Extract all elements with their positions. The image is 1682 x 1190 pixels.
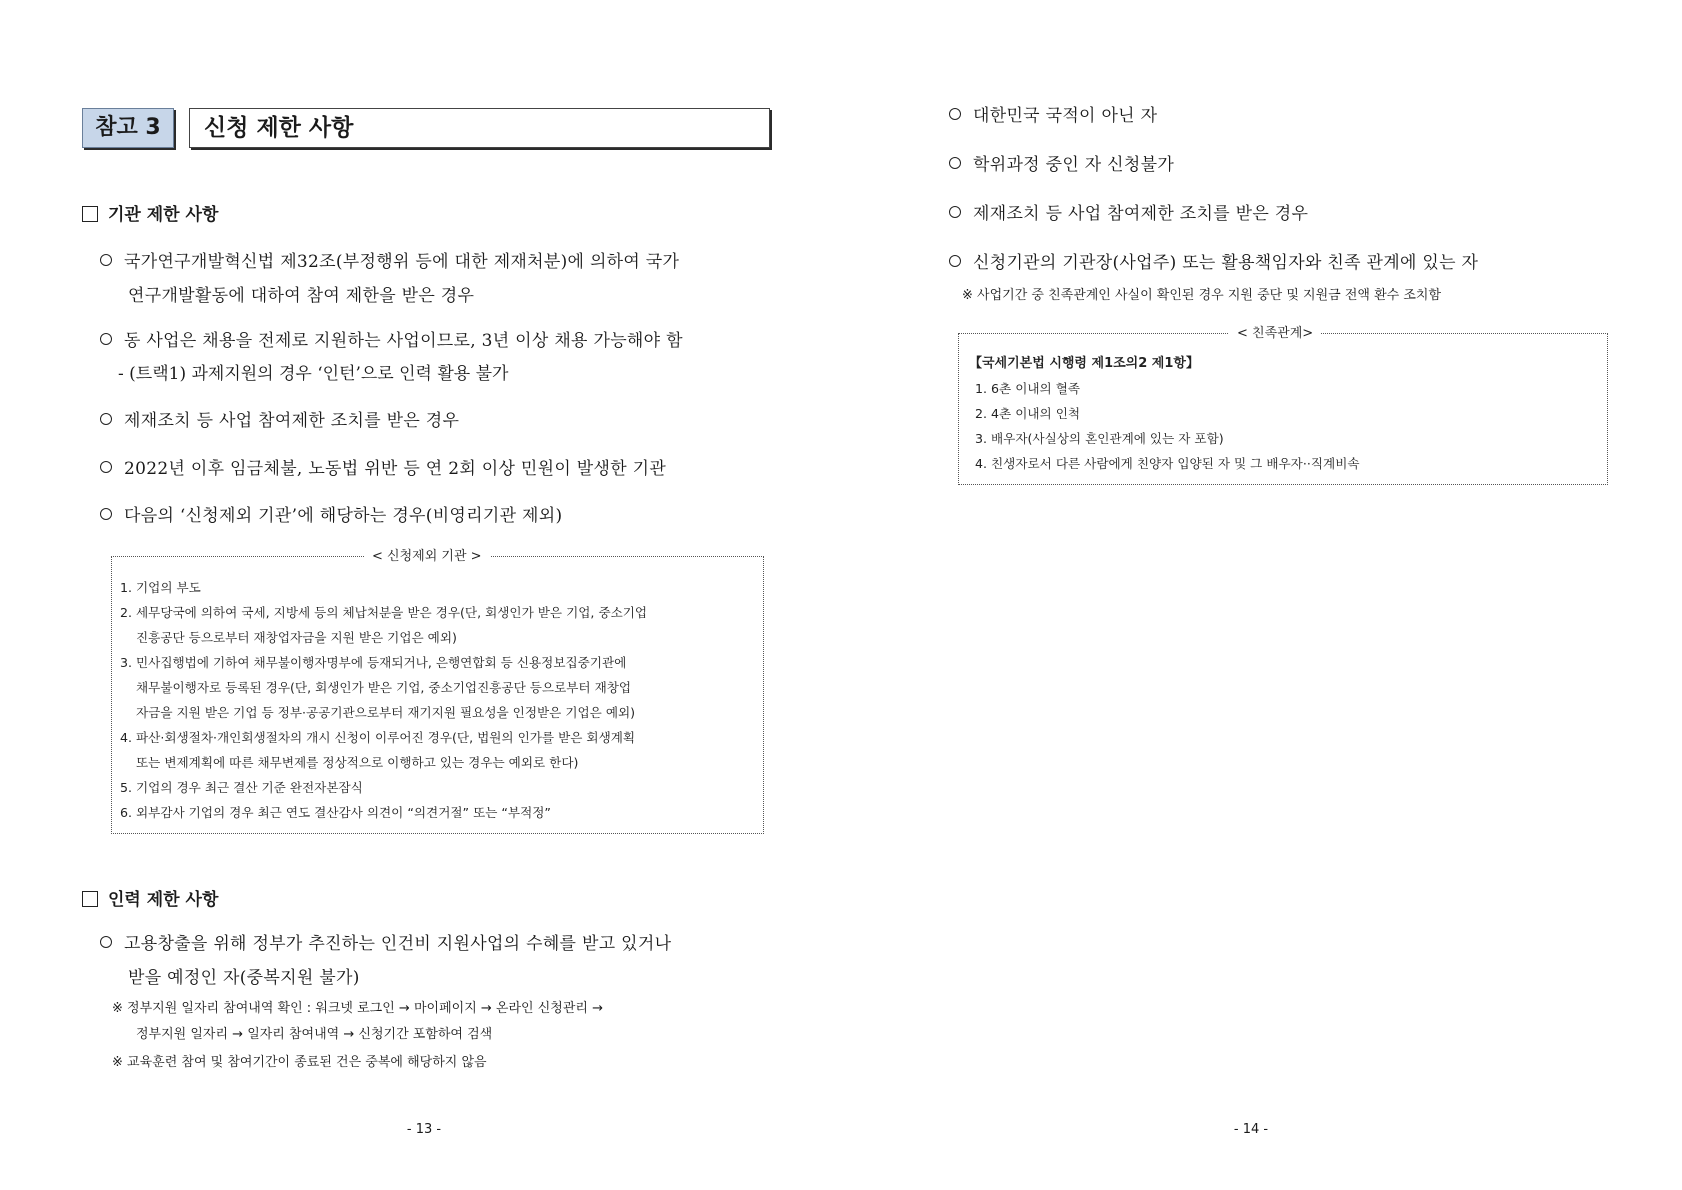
excluded-item xyxy=(120,650,647,725)
list-item-text: 신청기관의 기관장(사업주) 또는 활용책임자와 친족 관계에 있는 자 xyxy=(973,253,1479,273)
kinship-box xyxy=(958,326,1608,485)
circle-bullet-icon xyxy=(949,108,961,120)
note-text: ※ 교육훈련 참여 및 참여기간이 종료된 건은 중복에 해당하지 않음 xyxy=(112,1055,487,1070)
list-item-text: 대한민국 국적이 아닌 자 xyxy=(973,106,1158,126)
circle-bullet-icon xyxy=(100,508,112,520)
list-item xyxy=(949,197,1629,231)
excluded-item-text: 5. 기업의 경우 최근 결산 기준 완전자본잠식 xyxy=(120,780,363,795)
page-14 xyxy=(841,0,1682,1190)
reference-note xyxy=(112,1050,487,1076)
list-item-text: 학위과정 중인 자 신청불가 xyxy=(973,155,1175,175)
list-item xyxy=(100,404,780,438)
circle-bullet-icon xyxy=(949,206,961,218)
reference-note xyxy=(112,996,603,1048)
circle-bullet-icon xyxy=(100,936,112,948)
list-item-text: 제재조치 등 사업 참여제한 조치를 받은 경우 xyxy=(124,411,460,431)
excluded-item-text: 또는 변제계획에 따른 채무변제를 정상적으로 이행하고 있는 경우는 예외로 한다) xyxy=(136,755,579,770)
box-title: < 친족관계> xyxy=(1229,324,1321,344)
list-item xyxy=(949,148,1629,182)
reference-note: ※ 사업기간 중 친족관계인 사실이 확인된 경우 지원 중단 및 지원금 전액 환수 조치함 xyxy=(962,288,1442,303)
section-heading-institution xyxy=(82,203,218,227)
excluded-item-text: 6. 외부감사 기업의 경우 최근 연도 결산감사 의견이 “의견거절” 또는 “부적정” xyxy=(120,805,551,820)
excluded-item-text: 자금을 지원 받은 기업 등 정부·공공기관으로부터 재기지원 필요성을 인정받은 기업은 예외) xyxy=(136,705,636,720)
excluded-item xyxy=(120,575,647,600)
circle-bullet-icon xyxy=(100,461,112,473)
excluded-institutions-box xyxy=(111,549,764,834)
list-item-text: 국가연구개발혁신법 제32조(부정행위 등에 대한 제재처분)에 의하여 국가 xyxy=(124,252,680,272)
list-item xyxy=(949,99,1629,133)
list-item xyxy=(100,324,780,358)
excluded-item-text: 3. 민사집행법에 기하여 채무불이행자명부에 등재되거나, 은행연합회 등 신용정보집중기관에 xyxy=(120,655,627,670)
list-item xyxy=(100,245,780,313)
circle-bullet-icon xyxy=(100,413,112,425)
excluded-item-text: 채무불이행자로 등록된 경우(단, 회생인가 받은 기업, 중소기업진흥공단 등으로부터 재창업 xyxy=(136,680,632,695)
note-text: ※ 정부지원 일자리 참여내역 확인 : 워크넷 로그인 → 마이페이지 → 온라인 신청관리 → xyxy=(112,1001,603,1016)
kinship-item: 1. 6촌 이내의 혈족 xyxy=(975,381,1081,396)
excluded-item xyxy=(120,800,647,825)
circle-bullet-icon xyxy=(949,255,961,267)
excluded-item-text: 1. 기업의 부도 xyxy=(120,580,201,595)
excluded-item-text: 4. 파산·회생절차·개인회생절차의 개시 신청이 이루어진 경우(단, 법원의 인가를 받은 회생계획 xyxy=(120,730,636,745)
excluded-item-text: 2. 세무당국에 의하여 국세, 지방세 등의 체납처분을 받은 경우(단, 회생인가 받은 기업, 중소기업 xyxy=(120,605,648,620)
list-item-text: 동 사업은 채용을 전제로 지원하는 사업이므로, 3년 이상 채용 가능해야 함 xyxy=(124,331,683,351)
list-item xyxy=(100,927,780,995)
kinship-law-heading: 【국세기본법 시행령 제1조의2 제1항】 xyxy=(969,356,1199,371)
list-item-text: 연구개발활동에 대하여 참여 제한을 받은 경우 xyxy=(128,286,475,306)
list-item xyxy=(949,246,1629,280)
page-number: - 13 - xyxy=(406,1122,442,1137)
kinship-list xyxy=(975,376,1360,476)
excluded-item-text: 진흥공단 등으로부터 재창업자금을 지원 받은 기업은 예외) xyxy=(136,630,457,645)
excluded-item xyxy=(120,725,647,775)
excluded-list xyxy=(120,575,647,825)
checkbox-icon xyxy=(82,206,98,222)
list-item xyxy=(100,499,780,533)
kinship-item: 3. 배우자(사실상의 혼인관계에 있는 자 포함) xyxy=(975,431,1224,446)
excluded-item xyxy=(120,775,647,800)
list-item xyxy=(100,452,780,486)
reference-badge: 참고 3 xyxy=(82,108,174,148)
box-title: < 신청제외 기관 > xyxy=(364,547,490,567)
excluded-item xyxy=(120,600,647,650)
list-item-text: 제재조치 등 사업 참여제한 조치를 받은 경우 xyxy=(973,204,1309,224)
list-item-text: 고용창출을 위해 정부가 추진하는 인건비 지원사업의 수혜를 받고 있거나 xyxy=(124,934,672,954)
circle-bullet-icon xyxy=(100,333,112,345)
list-item-text: 2022년 이후 임금체불, 노동법 위반 등 연 2회 이상 민원이 발생한 기관 xyxy=(124,459,667,479)
page-number: - 14 - xyxy=(1233,1122,1269,1137)
section-heading-label: 기관 제한 사항 xyxy=(108,205,219,225)
list-item-text: 다음의 ‘신청제외 기관’에 해당하는 경우(비영리기관 제외) xyxy=(124,506,563,526)
note-text: 정부지원 일자리 → 일자리 참여내역 → 신청기간 포함하여 검색 xyxy=(136,1027,493,1042)
checkbox-icon xyxy=(82,891,98,907)
track-note: - (트랙1) 과제지원의 경우 ‘인턴’으로 인력 활용 불가 xyxy=(118,364,509,384)
kinship-item: 4. 친생자로서 다른 사람에게 친양자 입양된 자 및 그 배우자··직계비속 xyxy=(975,456,1360,471)
circle-bullet-icon xyxy=(949,157,961,169)
list-item-text: 받을 예정인 자(중복지원 불가) xyxy=(128,968,360,988)
section-heading-personnel xyxy=(82,888,218,912)
section-heading-label: 인력 제한 사항 xyxy=(108,890,219,910)
circle-bullet-icon xyxy=(100,254,112,266)
kinship-item: 2. 4촌 이내의 인척 xyxy=(975,406,1081,421)
page-title: 신청 제한 사항 xyxy=(189,108,770,148)
